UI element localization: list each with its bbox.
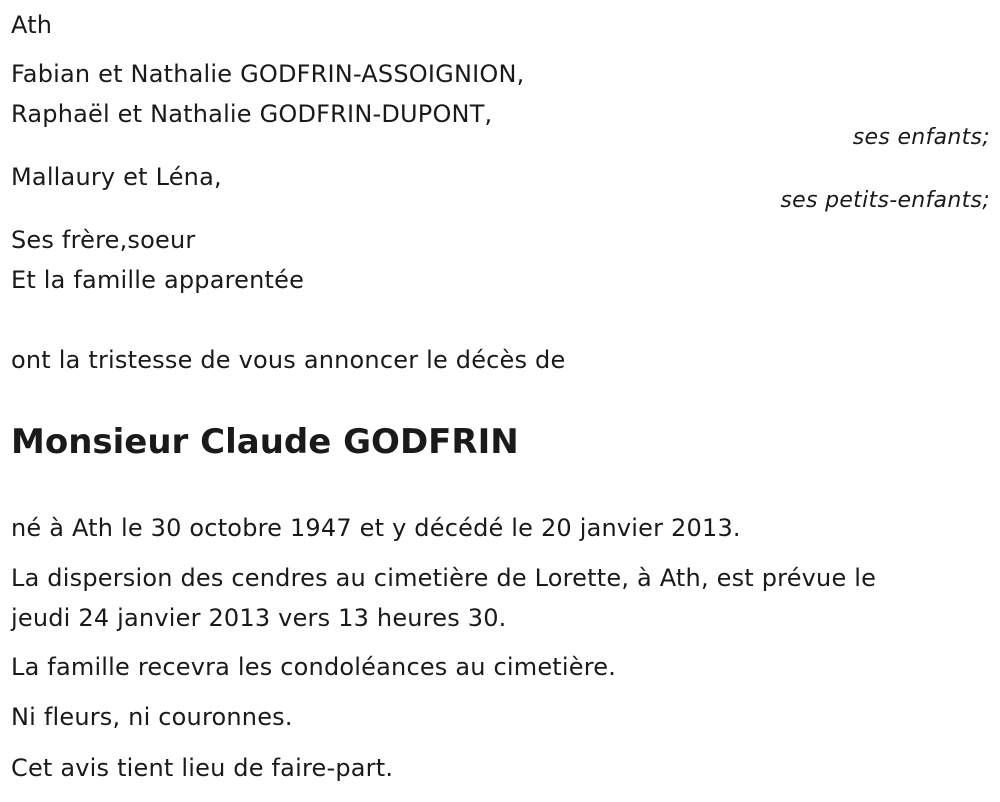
announcement-text: ont la tristesse de vous annoncer le décès de <box>11 346 566 374</box>
flowers-text: Ni fleurs, ni couronnes. <box>11 703 293 731</box>
siblings-line-1: Ses frère,soeur <box>11 226 196 254</box>
children-line-2: Raphaël et Nathalie GODFRIN-DUPONT, <box>11 100 493 128</box>
children-label: ses enfants; <box>852 125 990 150</box>
siblings-line-2: Et la famille apparentée <box>11 266 305 294</box>
grandchildren-label: ses petits-enfants; <box>780 188 990 213</box>
birth-death-text: né à Ath le 30 octobre 1947 et y décédé le 20 janvier 2013. <box>11 514 741 542</box>
location: Ath <box>11 11 53 39</box>
grandchildren-line: Mallaury et Léna, <box>11 163 222 191</box>
notice-text: Cet avis tient lieu de faire-part. <box>11 754 394 782</box>
dispersion-text-2: jeudi 24 janvier 2013 vers 13 heures 30. <box>11 604 507 632</box>
children-line-1: Fabian et Nathalie GODFRIN-ASSOIGNION, <box>11 60 525 88</box>
deceased-name: Monsieur Claude GODFRIN <box>11 422 519 462</box>
dispersion-text-1: La dispersion des cendres au cimetière de Lorette, à Ath, est prévue le <box>11 564 877 592</box>
condolences-text: La famille recevra les condoléances au cimetière. <box>11 653 617 681</box>
